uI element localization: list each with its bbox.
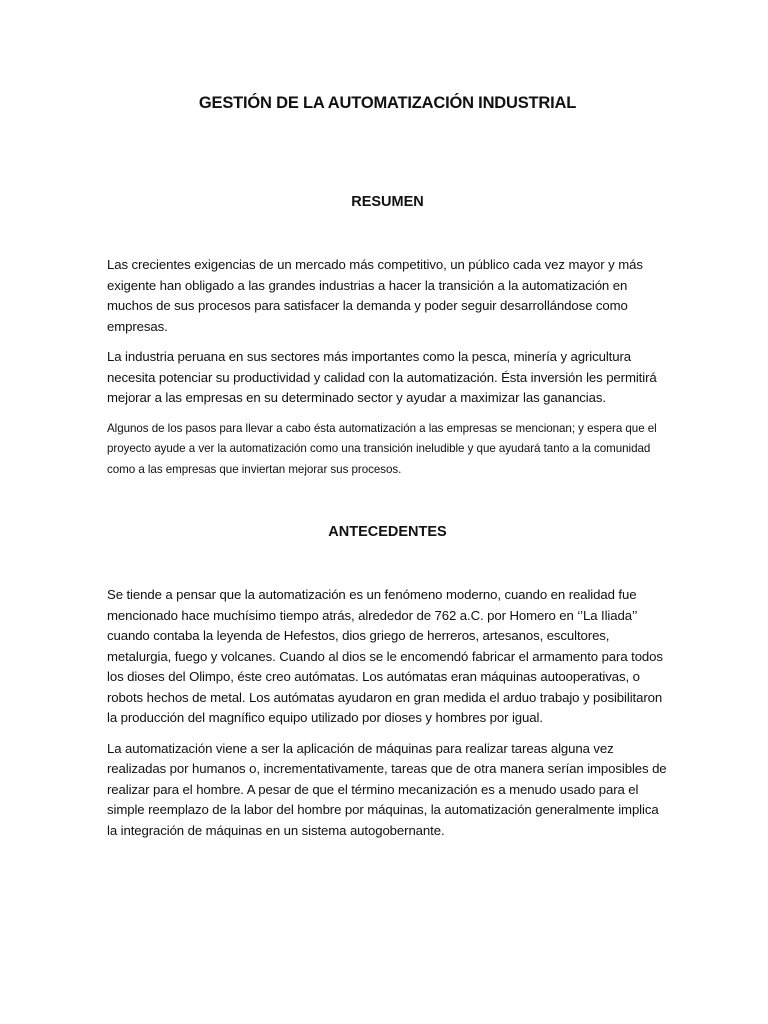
resumen-paragraph-2: La industria peruana en sus sectores más importantes como la pesca, minería y agricultura necesita potenciar su productividad y calidad con la automatización. Ésta inversión les permitirá mejorar a las empresas en su determinado sector y ayudar a maximizar las ganancias. <box>107 349 657 405</box>
section-heading-antecedentes: ANTECEDENTES <box>328 524 447 540</box>
section-heading-resumen: RESUMEN <box>351 194 424 210</box>
antecedentes-paragraph-2: La automatización viene a ser la aplicación de máquinas para realizar tareas alguna vez realizadas por humanos o, incrementativamente, tareas que de otra manera serían imposibles de realizar para el hombre. A pesar de que el término mecanización es a menudo usado para el simple reemplazo de la labor del hombre por máquinas, la automatización generalmente implica la integración de máquinas en un sistema autogobernante. <box>107 740 667 838</box>
antecedentes-paragraph-1: Se tiende a pensar que la automatización es un fenómeno moderno, cuando en realidad fue mencionado hace muchísimo tiempo atrás, alrededor de 762 a.C. por Homero en ‘’La Iliada’’ cuando contaba la leyenda de Hefestos, dios griego de herreros, artesanos, escultores, metalurgia, fuego y volcanes. Cuando al dios se le encomendó fabricar el armamento para todos los dioses del Olimpo, éste creo autómatas. Los autómatas eran máquinas autooperativas, o robots hechos de metal. Los autómatas ayudaron en gran medida el arduo trabajo y posibilitaron la producción del magnífico equipo utilizado por dioses y hombres por igual. <box>107 587 663 725</box>
resumen-paragraph-3: Algunos de los pasos para llevar a cabo ésta automatización a las empresas se mencionan; y espera que el proyecto ayude a ver la automatización como una transición ineludible y que ayudará tanto a la comunidad como a las empresas que inviertan mejorar sus procesos. <box>107 421 657 476</box>
resumen-paragraph-1: Las crecientes exigencias de un mercado más competitivo, un público cada vez mayor y más exigente han obligado a las grandes industrias a hacer la transición a la automatización en muchos de sus procesos para satisfacer la demanda y poder seguir desarrollándose como empresas. <box>107 257 643 334</box>
document-title: GESTIÓN DE LA AUTOMATIZACIÓN INDUSTRIAL <box>198 94 577 112</box>
